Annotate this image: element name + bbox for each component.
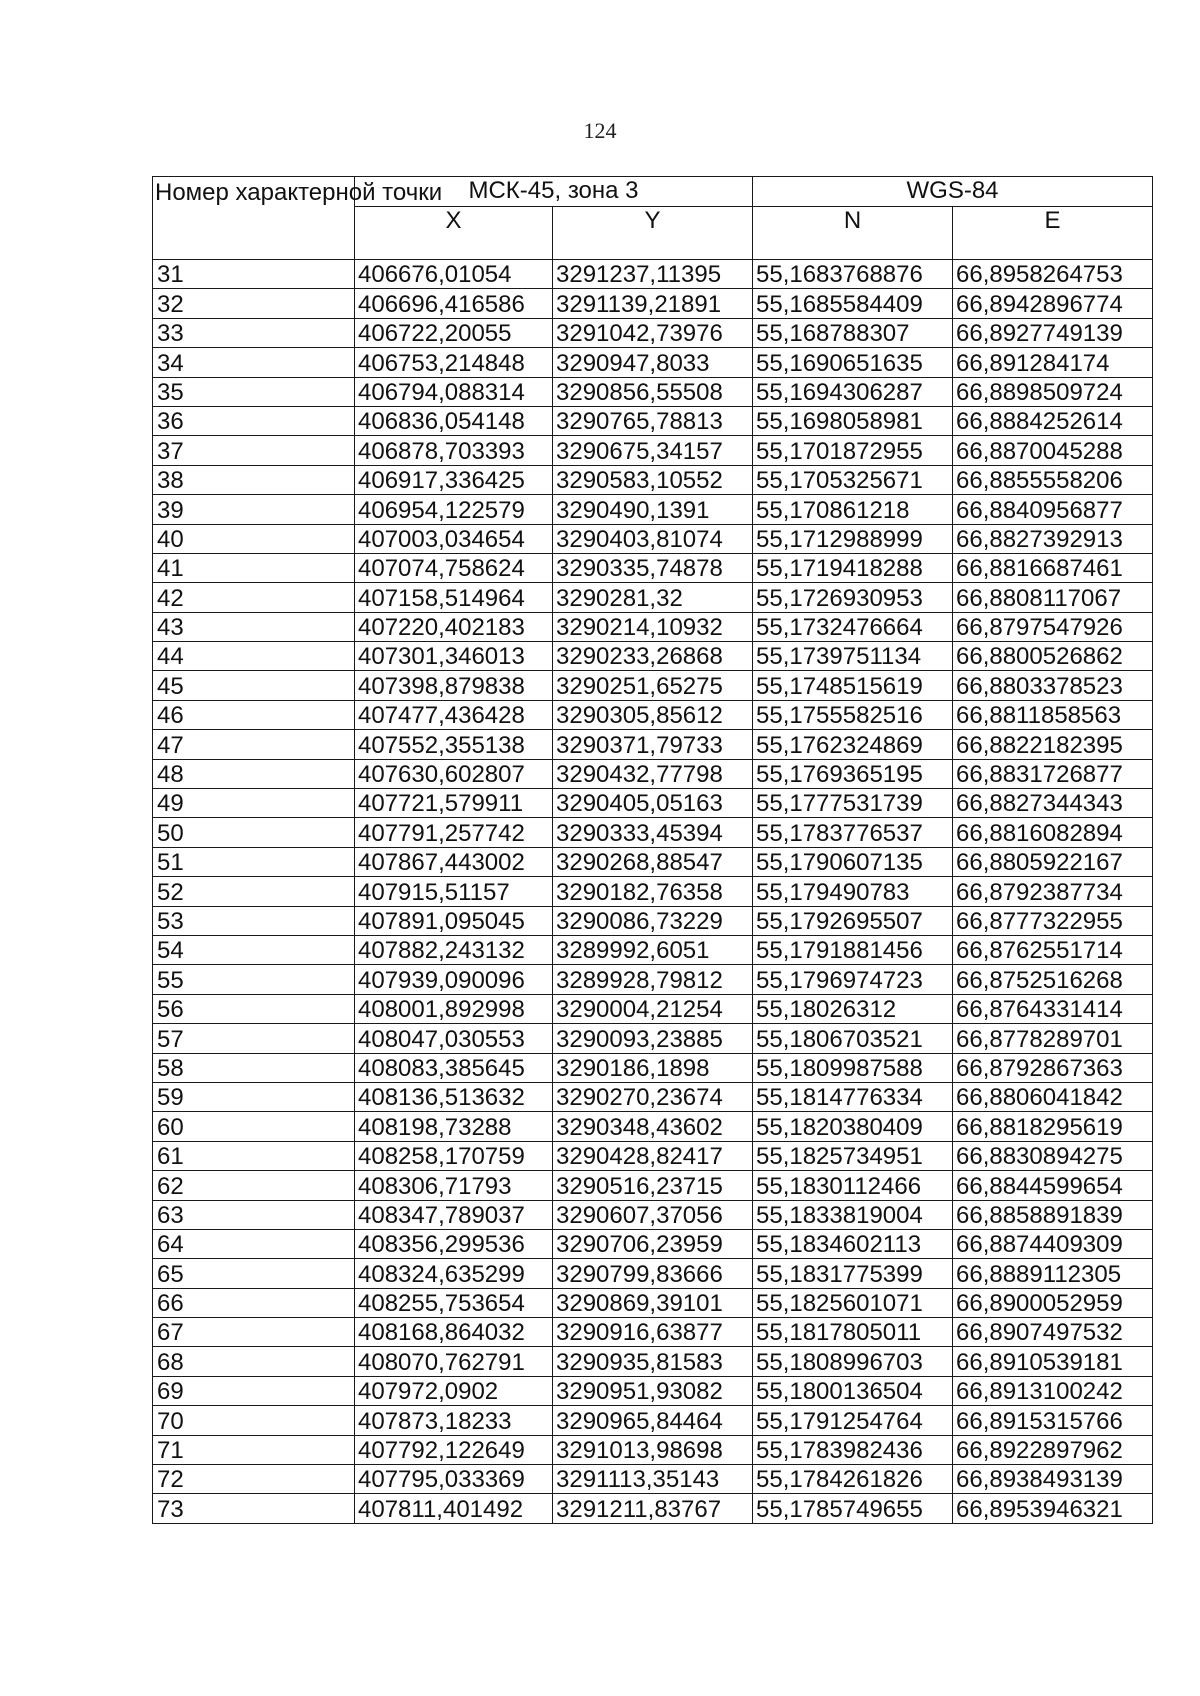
table-row — [153, 1376, 1153, 1405]
cell-msk-x: 406878,703393 — [355, 436, 553, 465]
cell-wgs-n: 55,1705325671 — [753, 465, 953, 494]
cell-msk-y: 3290935,81583 — [553, 1347, 753, 1376]
cell-wgs-n: 55,1808996703 — [753, 1347, 953, 1376]
cell-msk-y: 3290004,21254 — [553, 994, 753, 1023]
header-col-e: E — [953, 207, 1153, 260]
cell-msk-x: 407220,402183 — [355, 612, 553, 641]
cell-msk-x: 406753,214848 — [355, 348, 553, 377]
cell-wgs-e: 66,8874409309 — [953, 1229, 1153, 1258]
cell-wgs-e: 66,8922897962 — [953, 1435, 1153, 1464]
cell-point-number: 47 — [153, 730, 355, 759]
cell-msk-y: 3290348,43602 — [553, 1112, 753, 1141]
cell-msk-y: 3290607,37056 — [553, 1200, 753, 1229]
cell-msk-x: 407939,090096 — [355, 965, 553, 994]
cell-wgs-n: 55,1825601071 — [753, 1288, 953, 1317]
table-row — [153, 759, 1153, 788]
cell-wgs-e: 66,8844599654 — [953, 1171, 1153, 1200]
cell-wgs-e: 66,8953946321 — [953, 1494, 1153, 1523]
cell-wgs-n: 55,1796974723 — [753, 965, 953, 994]
cell-msk-x: 408070,762791 — [355, 1347, 553, 1376]
cell-wgs-e: 66,8910539181 — [953, 1347, 1153, 1376]
cell-wgs-n: 55,1694306287 — [753, 377, 953, 406]
cell-wgs-e: 66,8808117067 — [953, 583, 1153, 612]
cell-msk-y: 3290583,10552 — [553, 465, 753, 494]
cell-wgs-n: 55,1739751134 — [753, 642, 953, 671]
cell-wgs-n: 55,1791254764 — [753, 1406, 953, 1435]
cell-wgs-n: 55,1755582516 — [753, 700, 953, 729]
cell-wgs-n: 55,1833819004 — [753, 1200, 953, 1229]
cell-point-number: 43 — [153, 612, 355, 641]
cell-wgs-e: 66,8889112305 — [953, 1259, 1153, 1288]
table-row — [153, 1200, 1153, 1229]
cell-msk-y: 3291113,35143 — [553, 1465, 753, 1494]
cell-point-number: 59 — [153, 1082, 355, 1111]
cell-wgs-n: 55,1834602113 — [753, 1229, 953, 1258]
page-number: 124 — [583, 118, 617, 143]
cell-wgs-n: 55,1825734951 — [753, 1141, 953, 1170]
cell-point-number: 62 — [153, 1171, 355, 1200]
cell-point-number: 35 — [153, 377, 355, 406]
cell-msk-x: 407882,243132 — [355, 935, 553, 964]
cell-msk-y: 3291139,21891 — [553, 289, 753, 318]
cell-msk-y: 3290947,8033 — [553, 348, 753, 377]
table-row — [153, 1112, 1153, 1141]
table-row — [153, 1171, 1153, 1200]
cell-point-number: 64 — [153, 1229, 355, 1258]
table-row — [153, 877, 1153, 906]
cell-point-number: 67 — [153, 1318, 355, 1347]
cell-msk-y: 3290516,23715 — [553, 1171, 753, 1200]
cell-msk-y: 3290490,1391 — [553, 495, 753, 524]
table-row — [153, 789, 1153, 818]
cell-msk-y: 3290268,88547 — [553, 847, 753, 876]
cell-msk-y: 3290305,85612 — [553, 700, 753, 729]
cell-wgs-n: 55,1791881456 — [753, 935, 953, 964]
cell-msk-y: 3290706,23959 — [553, 1229, 753, 1258]
table-row — [153, 260, 1153, 289]
table-row — [153, 906, 1153, 935]
table-row — [153, 524, 1153, 553]
cell-wgs-e: 66,8827344343 — [953, 789, 1153, 818]
table-row — [153, 1318, 1153, 1347]
cell-msk-x: 406794,088314 — [355, 377, 553, 406]
table-row — [153, 553, 1153, 582]
cell-wgs-n: 55,1783982436 — [753, 1435, 953, 1464]
table-row — [153, 1347, 1153, 1376]
cell-msk-x: 407915,51157 — [355, 877, 553, 906]
header-col-y: Y — [553, 207, 753, 260]
cell-wgs-e: 66,8792867363 — [953, 1053, 1153, 1082]
table-row — [153, 1435, 1153, 1464]
cell-msk-y: 3290965,84464 — [553, 1406, 753, 1435]
cell-wgs-n: 55,1806703521 — [753, 1024, 953, 1053]
cell-point-number: 60 — [153, 1112, 355, 1141]
table-row — [153, 935, 1153, 964]
cell-msk-x: 408356,299536 — [355, 1229, 553, 1258]
table-row — [153, 965, 1153, 994]
cell-point-number: 68 — [153, 1347, 355, 1376]
cell-msk-x: 407158,514964 — [355, 583, 553, 612]
cell-point-number: 36 — [153, 406, 355, 435]
cell-msk-y: 3290403,81074 — [553, 524, 753, 553]
cell-msk-y: 3290432,77798 — [553, 759, 753, 788]
cell-msk-x: 406722,20055 — [355, 318, 553, 347]
table-row — [153, 994, 1153, 1023]
cell-msk-x: 407552,355138 — [355, 730, 553, 759]
cell-msk-x: 407003,034654 — [355, 524, 553, 553]
cell-wgs-e: 66,8805922167 — [953, 847, 1153, 876]
cell-point-number: 52 — [153, 877, 355, 906]
cell-wgs-n: 55,1719418288 — [753, 553, 953, 582]
cell-wgs-e: 66,8792387734 — [953, 877, 1153, 906]
cell-msk-x: 407811,401492 — [355, 1494, 553, 1523]
cell-wgs-e: 66,8831726877 — [953, 759, 1153, 788]
table-row — [153, 436, 1153, 465]
cell-wgs-e: 66,8915315766 — [953, 1406, 1153, 1435]
cell-point-number: 70 — [153, 1406, 355, 1435]
table-row — [153, 1024, 1153, 1053]
cell-wgs-n: 55,1748515619 — [753, 671, 953, 700]
table-row — [153, 818, 1153, 847]
cell-wgs-e: 66,8818295619 — [953, 1112, 1153, 1141]
cell-point-number: 51 — [153, 847, 355, 876]
cell-wgs-n: 55,1792695507 — [753, 906, 953, 935]
cell-wgs-n: 55,179490783 — [753, 877, 953, 906]
cell-wgs-e: 66,8778289701 — [953, 1024, 1153, 1053]
cell-msk-x: 408306,71793 — [355, 1171, 553, 1200]
cell-msk-y: 3290428,82417 — [553, 1141, 753, 1170]
cell-msk-y: 3290916,63877 — [553, 1318, 753, 1347]
cell-msk-x: 408324,635299 — [355, 1259, 553, 1288]
table-row — [153, 1288, 1153, 1317]
cell-point-number: 48 — [153, 759, 355, 788]
cell-point-number: 72 — [153, 1465, 355, 1494]
cell-point-number: 37 — [153, 436, 355, 465]
table-row — [153, 583, 1153, 612]
cell-wgs-e: 66,8884252614 — [953, 406, 1153, 435]
table-row — [153, 348, 1153, 377]
cell-msk-x: 406917,336425 — [355, 465, 553, 494]
cell-wgs-e: 66,8800526862 — [953, 642, 1153, 671]
cell-msk-y: 3290333,45394 — [553, 818, 753, 847]
cell-msk-x: 406836,054148 — [355, 406, 553, 435]
cell-wgs-n: 55,1777531739 — [753, 789, 953, 818]
cell-wgs-e: 66,8811858563 — [953, 700, 1153, 729]
cell-msk-y: 3290765,78813 — [553, 406, 753, 435]
cell-msk-y: 3290405,05163 — [553, 789, 753, 818]
table-body — [153, 260, 1153, 1524]
cell-msk-y: 3290086,73229 — [553, 906, 753, 935]
cell-wgs-n: 55,1785749655 — [753, 1494, 953, 1523]
table-row — [153, 377, 1153, 406]
cell-wgs-n: 55,1790607135 — [753, 847, 953, 876]
cell-wgs-e: 66,8816687461 — [953, 553, 1153, 582]
cell-wgs-n: 55,168788307 — [753, 318, 953, 347]
cell-msk-x: 407074,758624 — [355, 553, 553, 582]
cell-wgs-n: 55,1769365195 — [753, 759, 953, 788]
cell-msk-y: 3290233,26868 — [553, 642, 753, 671]
header-col-n: N — [753, 207, 953, 260]
cell-point-number: 39 — [153, 495, 355, 524]
cell-wgs-e: 66,8777322955 — [953, 906, 1153, 935]
cell-msk-x: 408168,864032 — [355, 1318, 553, 1347]
cell-msk-x: 408258,170759 — [355, 1141, 553, 1170]
cell-wgs-n: 55,1683768876 — [753, 260, 953, 289]
cell-point-number: 42 — [153, 583, 355, 612]
cell-msk-x: 407867,443002 — [355, 847, 553, 876]
cell-msk-y: 3290251,65275 — [553, 671, 753, 700]
table-row — [153, 289, 1153, 318]
header-point-number: Номер характерной точки — [153, 177, 355, 260]
cell-msk-x: 406696,416586 — [355, 289, 553, 318]
cell-wgs-n: 55,170861218 — [753, 495, 953, 524]
cell-point-number: 53 — [153, 906, 355, 935]
cell-point-number: 38 — [153, 465, 355, 494]
cell-msk-x: 408083,385645 — [355, 1053, 553, 1082]
cell-point-number: 34 — [153, 348, 355, 377]
cell-wgs-e: 66,8942896774 — [953, 289, 1153, 318]
cell-wgs-e: 66,8822182395 — [953, 730, 1153, 759]
cell-wgs-e: 66,8927749139 — [953, 318, 1153, 347]
cell-msk-x: 407630,602807 — [355, 759, 553, 788]
table-row — [153, 612, 1153, 641]
cell-msk-x: 406676,01054 — [355, 260, 553, 289]
cell-point-number: 66 — [153, 1288, 355, 1317]
cell-wgs-n: 55,1712988999 — [753, 524, 953, 553]
cell-wgs-n: 55,1820380409 — [753, 1112, 953, 1141]
cell-msk-x: 406954,122579 — [355, 495, 553, 524]
table-row — [153, 642, 1153, 671]
cell-msk-x: 407721,579911 — [355, 789, 553, 818]
cell-msk-x: 407873,18233 — [355, 1406, 553, 1435]
cell-wgs-e: 66,8827392913 — [953, 524, 1153, 553]
cell-wgs-n: 55,1783776537 — [753, 818, 953, 847]
cell-point-number: 63 — [153, 1200, 355, 1229]
cell-wgs-n: 55,1762324869 — [753, 730, 953, 759]
cell-point-number: 61 — [153, 1141, 355, 1170]
cell-wgs-e: 66,8900052959 — [953, 1288, 1153, 1317]
cell-wgs-n: 55,1732476664 — [753, 612, 953, 641]
table-row — [153, 1082, 1153, 1111]
table-row — [153, 318, 1153, 347]
cell-msk-y: 3291237,11395 — [553, 260, 753, 289]
cell-msk-y: 3290214,10932 — [553, 612, 753, 641]
cell-msk-y: 3290856,55508 — [553, 377, 753, 406]
table-row — [153, 1259, 1153, 1288]
cell-msk-x: 408198,73288 — [355, 1112, 553, 1141]
cell-wgs-n: 55,18026312 — [753, 994, 953, 1023]
table-row — [153, 1229, 1153, 1258]
table-row — [153, 1465, 1153, 1494]
cell-msk-y: 3290186,1898 — [553, 1053, 753, 1082]
cell-msk-x: 407891,095045 — [355, 906, 553, 935]
cell-wgs-e: 66,8913100242 — [953, 1376, 1153, 1405]
cell-msk-x: 407792,122649 — [355, 1435, 553, 1464]
cell-point-number: 71 — [153, 1435, 355, 1464]
cell-point-number: 44 — [153, 642, 355, 671]
cell-point-number: 65 — [153, 1259, 355, 1288]
cell-point-number: 69 — [153, 1376, 355, 1405]
table-row — [153, 1494, 1153, 1523]
cell-wgs-e: 66,8840956877 — [953, 495, 1153, 524]
cell-point-number: 58 — [153, 1053, 355, 1082]
cell-msk-x: 408255,753654 — [355, 1288, 553, 1317]
cell-wgs-e: 66,8907497532 — [953, 1318, 1153, 1347]
cell-wgs-e: 66,8898509724 — [953, 377, 1153, 406]
table-row — [153, 495, 1153, 524]
cell-msk-y: 3290182,76358 — [553, 877, 753, 906]
table-row — [153, 730, 1153, 759]
cell-msk-y: 3290951,93082 — [553, 1376, 753, 1405]
cell-point-number: 33 — [153, 318, 355, 347]
cell-wgs-e: 66,8858891839 — [953, 1200, 1153, 1229]
table-row — [153, 1406, 1153, 1435]
cell-msk-x: 407301,346013 — [355, 642, 553, 671]
cell-point-number: 54 — [153, 935, 355, 964]
cell-point-number: 46 — [153, 700, 355, 729]
cell-msk-x: 408347,789037 — [355, 1200, 553, 1229]
cell-point-number: 57 — [153, 1024, 355, 1053]
cell-wgs-e: 66,8938493139 — [953, 1465, 1153, 1494]
header-group-msk: МСК-45, зона 3 — [355, 177, 753, 207]
table-row — [153, 1141, 1153, 1170]
cell-wgs-n: 55,1685584409 — [753, 289, 953, 318]
table-row — [153, 465, 1153, 494]
cell-wgs-e: 66,8830894275 — [953, 1141, 1153, 1170]
table-row — [153, 406, 1153, 435]
table-row — [153, 700, 1153, 729]
header-group-wgs: WGS-84 — [753, 177, 1153, 207]
cell-wgs-e: 66,8816082894 — [953, 818, 1153, 847]
cell-wgs-n: 55,1814776334 — [753, 1082, 953, 1111]
cell-msk-y: 3289992,6051 — [553, 935, 753, 964]
cell-msk-x: 407791,257742 — [355, 818, 553, 847]
cell-msk-x: 408001,892998 — [355, 994, 553, 1023]
cell-msk-y: 3290270,23674 — [553, 1082, 753, 1111]
table-row — [153, 671, 1153, 700]
cell-wgs-n: 55,1690651635 — [753, 348, 953, 377]
cell-point-number: 73 — [153, 1494, 355, 1523]
cell-point-number: 56 — [153, 994, 355, 1023]
cell-wgs-e: 66,8870045288 — [953, 436, 1153, 465]
cell-msk-y: 3290335,74878 — [553, 553, 753, 582]
cell-wgs-n: 55,1698058981 — [753, 406, 953, 435]
cell-wgs-e: 66,8855558206 — [953, 465, 1153, 494]
cell-msk-y: 3290371,79733 — [553, 730, 753, 759]
table-header — [153, 177, 1153, 260]
cell-wgs-e: 66,8803378523 — [953, 671, 1153, 700]
cell-msk-x: 408047,030553 — [355, 1024, 553, 1053]
cell-wgs-n: 55,1817805011 — [753, 1318, 953, 1347]
cell-point-number: 55 — [153, 965, 355, 994]
cell-msk-y: 3291013,98698 — [553, 1435, 753, 1464]
cell-point-number: 41 — [153, 553, 355, 582]
cell-wgs-e: 66,891284174 — [953, 348, 1153, 377]
cell-wgs-e: 66,8797547926 — [953, 612, 1153, 641]
cell-wgs-e: 66,8958264753 — [953, 260, 1153, 289]
cell-msk-y: 3290675,34157 — [553, 436, 753, 465]
cell-wgs-e: 66,8762551714 — [953, 935, 1153, 964]
cell-wgs-n: 55,1830112466 — [753, 1171, 953, 1200]
cell-wgs-n: 55,1831775399 — [753, 1259, 953, 1288]
cell-msk-y: 3290869,39101 — [553, 1288, 753, 1317]
cell-wgs-n: 55,1809987588 — [753, 1053, 953, 1082]
header-col-x: X — [355, 207, 553, 260]
cell-wgs-e: 66,8752516268 — [953, 965, 1153, 994]
cell-wgs-n: 55,1784261826 — [753, 1465, 953, 1494]
cell-wgs-e: 66,8764331414 — [953, 994, 1153, 1023]
cell-point-number: 49 — [153, 789, 355, 818]
cell-msk-x: 408136,513632 — [355, 1082, 553, 1111]
cell-point-number: 50 — [153, 818, 355, 847]
cell-msk-x: 407477,436428 — [355, 700, 553, 729]
cell-point-number: 31 — [153, 260, 355, 289]
cell-msk-x: 407972,0902 — [355, 1376, 553, 1405]
cell-wgs-n: 55,1800136504 — [753, 1376, 953, 1405]
cell-msk-y: 3291042,73976 — [553, 318, 753, 347]
cell-wgs-e: 66,8806041842 — [953, 1082, 1153, 1111]
cell-point-number: 40 — [153, 524, 355, 553]
cell-point-number: 32 — [153, 289, 355, 318]
cell-msk-x: 407795,033369 — [355, 1465, 553, 1494]
cell-msk-y: 3290281,32 — [553, 583, 753, 612]
cell-msk-y: 3290799,83666 — [553, 1259, 753, 1288]
cell-wgs-n: 55,1726930953 — [753, 583, 953, 612]
cell-msk-x: 407398,879838 — [355, 671, 553, 700]
table-row — [153, 1053, 1153, 1082]
header-row-groups — [153, 177, 1153, 207]
cell-point-number: 45 — [153, 671, 355, 700]
cell-msk-y: 3289928,79812 — [553, 965, 753, 994]
cell-msk-y: 3290093,23885 — [553, 1024, 753, 1053]
coordinates-table — [152, 176, 1153, 1524]
cell-wgs-n: 55,1701872955 — [753, 436, 953, 465]
table-row — [153, 847, 1153, 876]
cell-msk-y: 3291211,83767 — [553, 1494, 753, 1523]
